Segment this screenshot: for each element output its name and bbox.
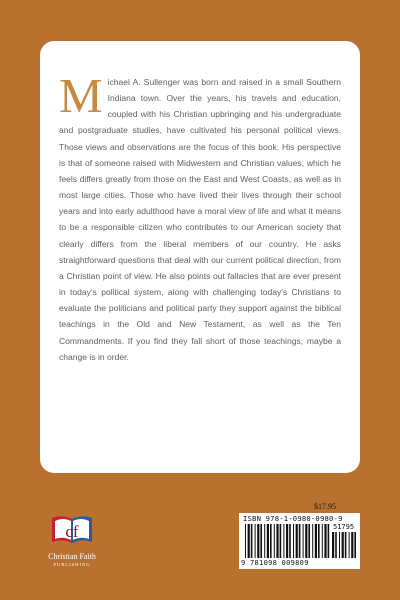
publisher-name: Christian Faith	[48, 552, 96, 561]
isbn-label: ISBN 978-1-0980-0980-9	[243, 514, 343, 523]
price-addon-code: 51795	[333, 523, 355, 531]
ean-digits: 9 781098 009809	[241, 559, 309, 567]
isbn-barcode	[239, 513, 360, 569]
drop-cap: M	[59, 68, 103, 123]
ean-barcode-bars	[245, 524, 331, 560]
author-blurb	[59, 68, 341, 365]
blurb-text: ichael A. Sullenger was born and raised in a small Southern Indiana town. Over the years, his travels and education, coupled with his Christian upbringing and his undergraduate and postgraduate studies, have cultivated his personal political views. Those views and observations are the focus of this book. His perspective is that of someone raised with Midwestern and Christian values, which he feels differs greatly from those on the East and West Coasts, as well as in most large cities. Those who have lived their lives through their school years and into early adulthood have a moral view of life and what it means to be a responsible citizen who contributes to our American society that clearly differs from the liberal members of our country. He asks straightforward questions that deal with our current political direction, from a Christian point of view. He also points out fallacies that are ever present in today's political system, along with challenging today's Christians to evaluate the politicians and political party they support against the biblical teachings in the Old and New Testament, as well as the Ten Commandments. If you find they fall short of those teachings, maybe a change is in order.	[59, 77, 341, 362]
price-label: $17.95	[314, 502, 336, 511]
svg-text:cf: cf	[65, 522, 79, 541]
book-cf-icon	[48, 502, 96, 548]
addon-barcode-bars	[332, 532, 358, 558]
publisher-subtitle: PUBLISHING	[53, 562, 91, 567]
publisher-logo	[39, 500, 105, 572]
